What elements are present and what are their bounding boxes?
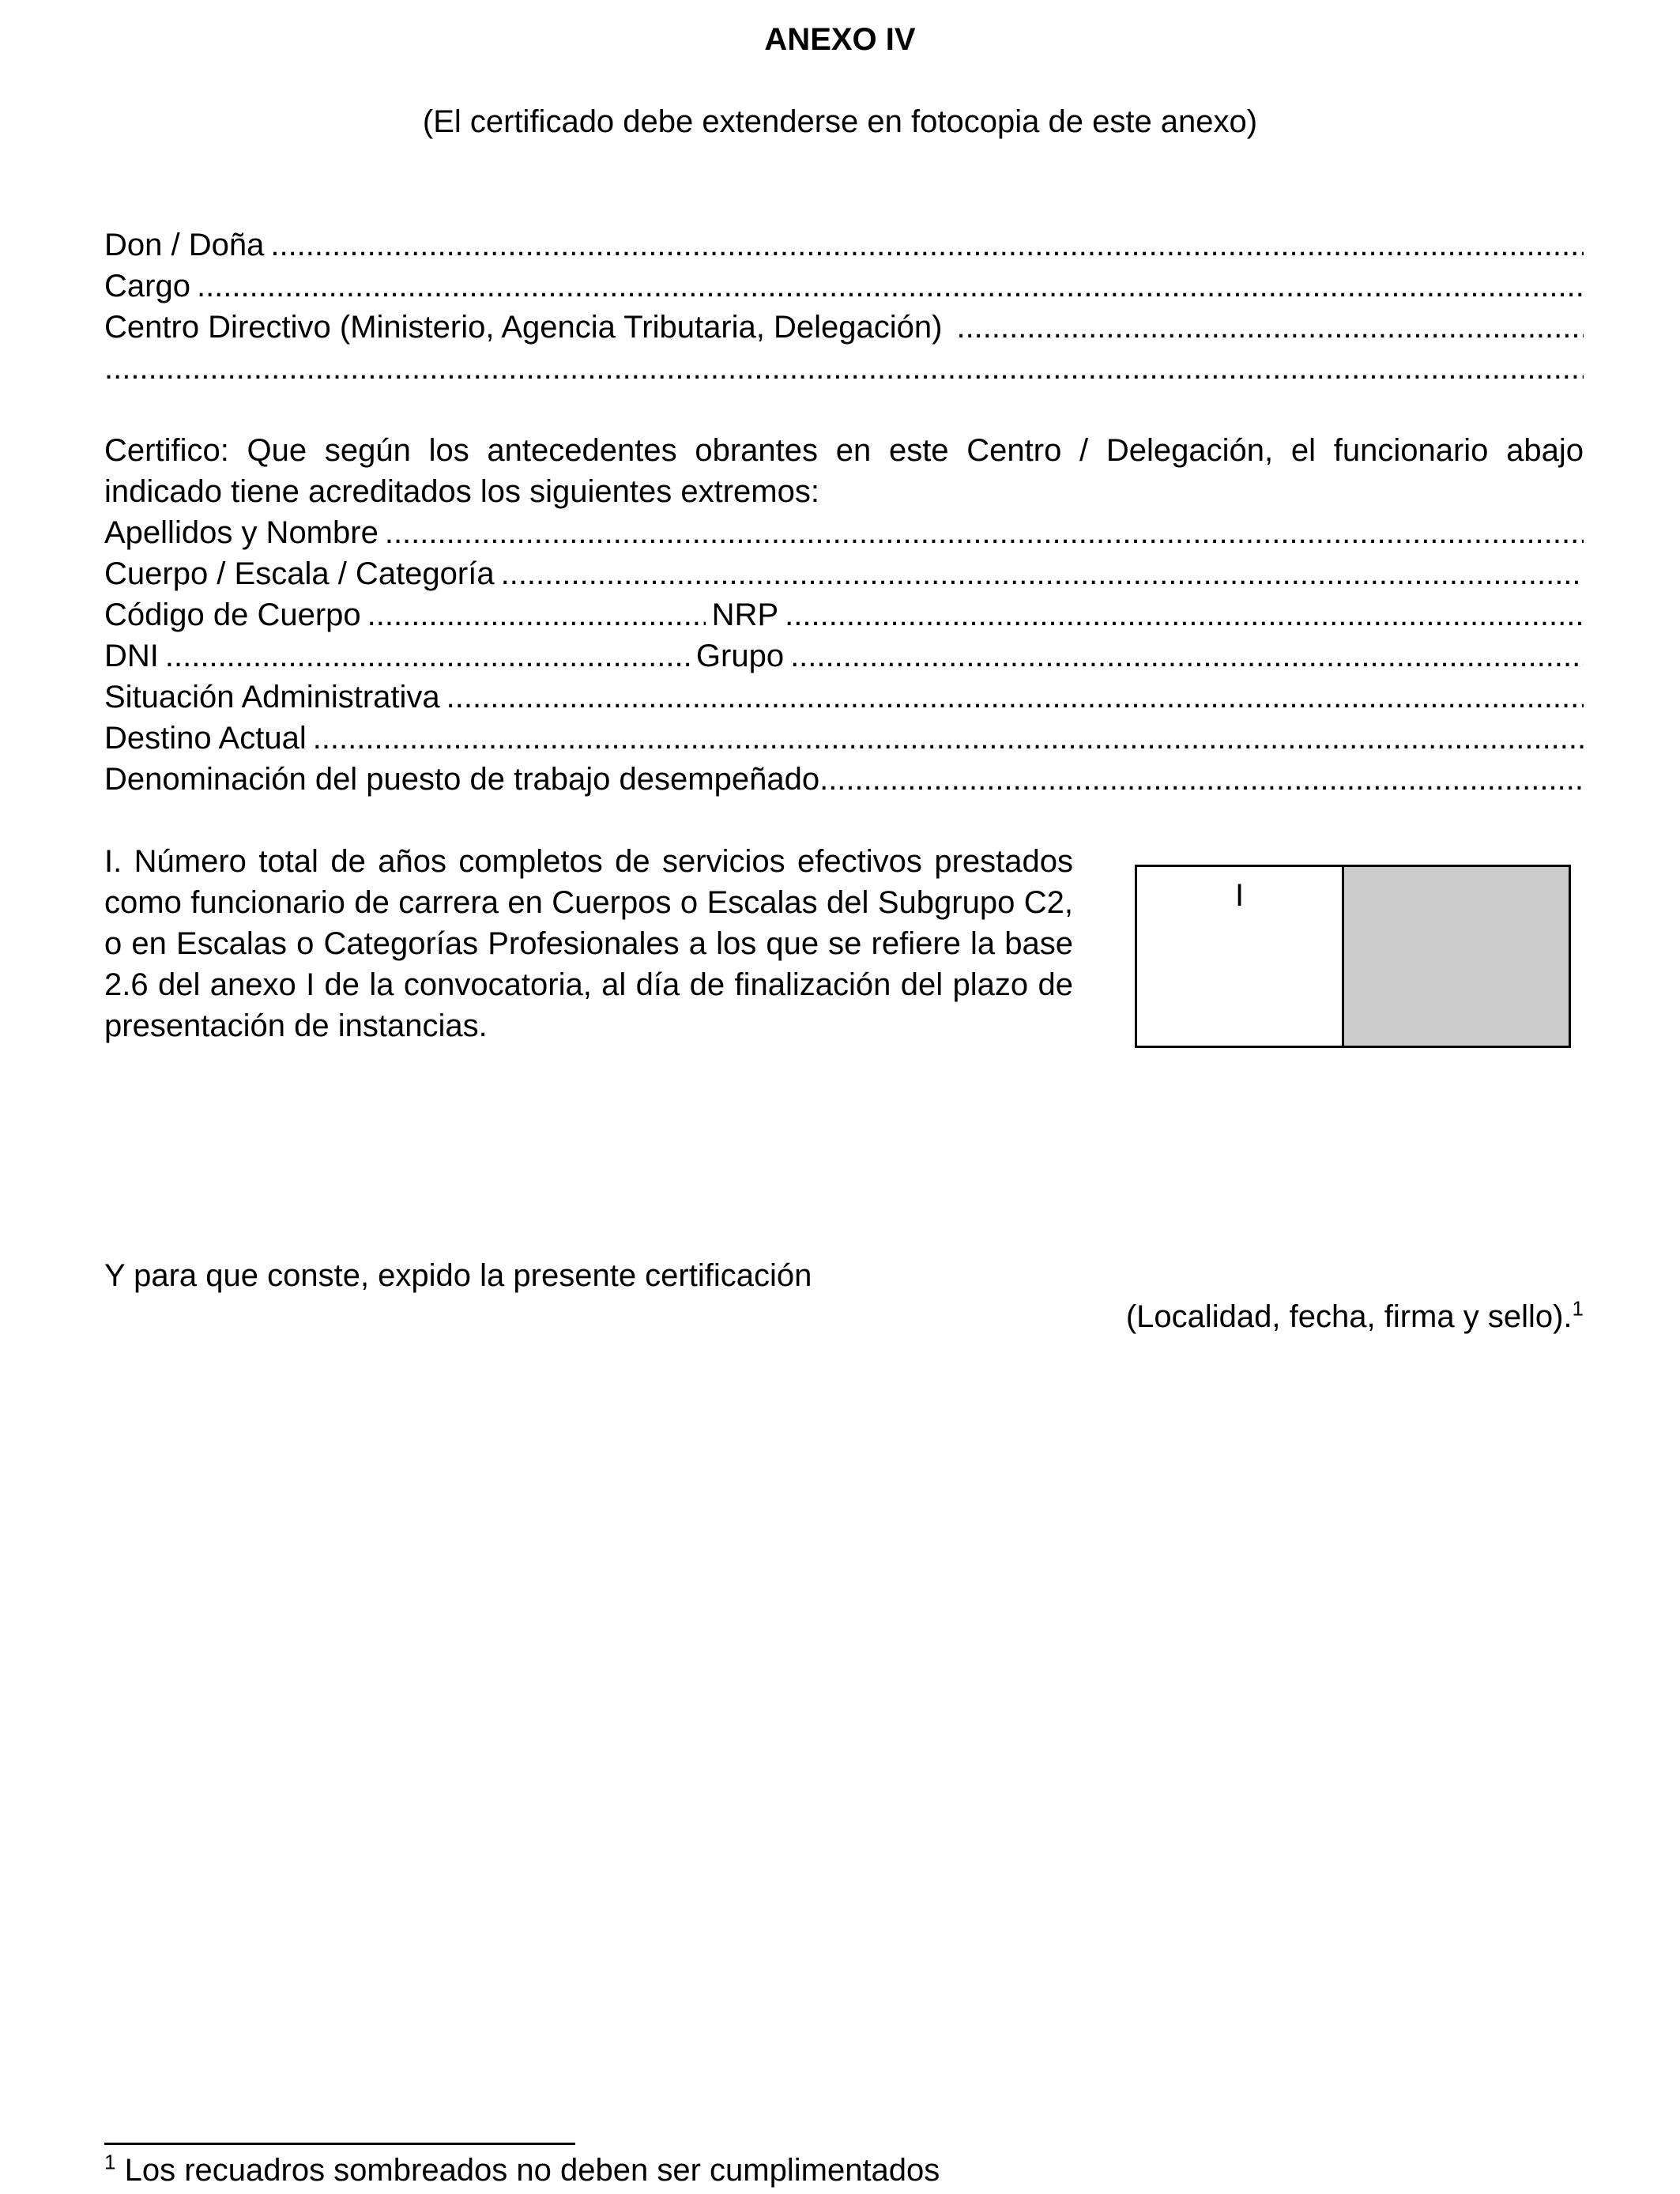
field-destino-dots — [313, 718, 1584, 759]
field-dni-grupo[interactable] — [104, 635, 1584, 677]
field-situacion-administrativa[interactable] — [104, 677, 1584, 718]
field-cargo-label: Cargo — [104, 269, 190, 303]
field-grupo-dots — [790, 635, 1584, 677]
footnote — [104, 2150, 940, 2191]
field-don-dona-label: Don / Doña — [104, 228, 265, 262]
field-cargo[interactable] — [104, 266, 1584, 307]
footnote-separator — [104, 2143, 575, 2145]
footnote-number: 1 — [104, 2150, 116, 2174]
field-centro-directivo[interactable] — [104, 307, 1584, 348]
field-situacion-dots — [446, 677, 1584, 718]
field-cuerpo-escala-dots — [501, 553, 1584, 594]
field-centro-directivo-label: Centro Directivo (Ministerio, Agencia Tributaria, Delegación) — [104, 310, 943, 345]
document-title: ANEXO IV — [764, 22, 916, 57]
field-don-dona-dots — [270, 224, 1584, 266]
signature-line — [1126, 1296, 1584, 1337]
footnote-text: Los recuadros sombreados no deben ser cumplimentados — [124, 2153, 940, 2188]
signature-footnote-ref[interactable]: 1 — [1572, 1296, 1584, 1321]
field-grupo-label: Grupo — [695, 639, 785, 673]
section-i-paragraph: I. Número total de años completos de servicios efectivos prestados como funcionario de carrera en Cuerpos o Escalas del Subgrupo C2, o en Escalas o Categorías Profesionales a los que se refiere la base 2.6 del anexo I de la convocatoria, al día de finalización del plazo de presentación de instancias. — [104, 844, 1073, 1043]
section-i-box-label: I — [1234, 878, 1245, 913]
field-apellidos-nombre-dots — [385, 512, 1584, 553]
field-denominacion-dots — [819, 759, 1584, 800]
field-centro-directivo-continuation[interactable] — [104, 348, 1584, 389]
certifico-paragraph: Certifico: Que según los antecedentes obrantes en este Centro / Delegación, el funcionario abajo indicado tiene acreditados los siguientes extremos: — [104, 433, 1584, 509]
closing-text: Y para que conste, expido la presente certificación — [104, 1258, 812, 1293]
field-centro-directivo-dots — [956, 307, 1584, 348]
field-nrp-label: NRP — [711, 598, 779, 632]
field-denominacion-label: Denominación del puesto de trabajo desempeñado — [104, 762, 820, 797]
field-dni-dots — [165, 635, 690, 677]
field-destino-label: Destino Actual — [104, 721, 307, 756]
section-i-input-cell[interactable] — [1137, 867, 1344, 1046]
field-codigo-cuerpo-nrp[interactable] — [104, 594, 1584, 635]
signature-text: (Localidad, fecha, firma y sello). — [1125, 1299, 1573, 1334]
field-cuerpo-escala-label: Cuerpo / Escala / Categoría — [104, 556, 495, 591]
document-subtitle: (El certificado debe extenderse en fotocopia de este anexo) — [422, 104, 1258, 139]
field-cargo-dots — [197, 266, 1584, 307]
field-codigo-cuerpo-label: Código de Cuerpo — [104, 598, 361, 632]
field-nrp-dots — [785, 594, 1584, 635]
section-i-box — [1135, 865, 1571, 1048]
field-situacion-label: Situación Administrativa — [104, 680, 440, 714]
field-apellidos-nombre[interactable] — [104, 512, 1584, 553]
field-destino-actual[interactable] — [104, 718, 1584, 759]
field-denominacion-puesto[interactable] — [104, 759, 1584, 800]
section-i-shaded-cell — [1344, 867, 1569, 1046]
field-codigo-cuerpo-dots — [367, 594, 706, 635]
field-apellidos-nombre-label: Apellidos y Nombre — [104, 515, 379, 550]
field-cuerpo-escala[interactable] — [104, 553, 1584, 594]
field-centro-directivo-continuation-dots — [104, 348, 1584, 389]
field-dni-label: DNI — [104, 639, 159, 673]
field-don-dona[interactable] — [104, 224, 1584, 266]
